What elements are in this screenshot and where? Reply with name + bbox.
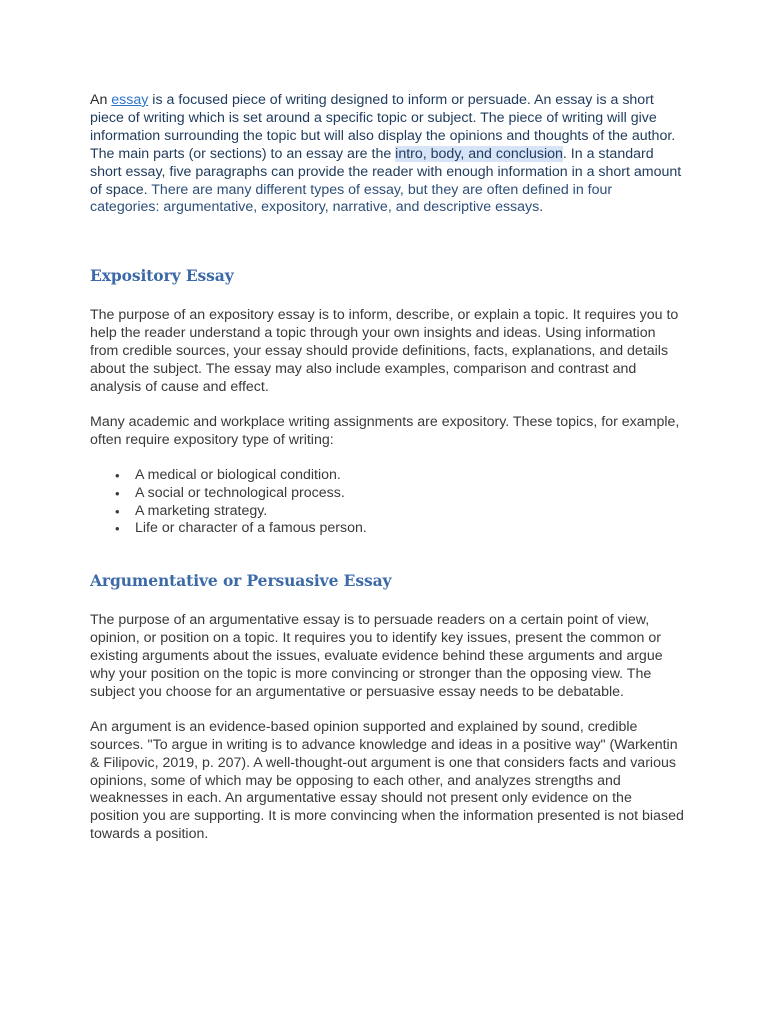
intro-lead: An	[90, 92, 112, 108]
argumentative-paragraph-1: The purpose of an argumentative essay is to persuade readers on a certain point of view, opinion, or position on a topic. It requires you to identify key issues, present the common or existing arguments about the issues, evaluate evidence behind these arguments and argue why your position on the topic is more convincing or stronger than the opposing view. The subject you choose for an argumentative or persuasive essay needs to be debatable.	[90, 612, 663, 700]
list-item-text: Life or character of a famous person.	[135, 520, 367, 537]
intro-paragraph	[90, 92, 684, 217]
bullet-icon: •	[115, 467, 120, 483]
list-item	[115, 503, 684, 521]
intro-tail: There are many different types of essay, but they are often defined in four categories: argumentative, expository, narrative, and descriptive essays	[90, 181, 613, 216]
highlighted-text: intro, body, and conclusion	[395, 145, 563, 162]
argumentative-heading: Argumentative or Persuasive Essay	[90, 571, 392, 591]
bullet-icon: •	[115, 485, 120, 501]
expository-paragraph-2: Many academic and workplace writing assignments are expository. These topics, for example, often require expository type of writing:	[90, 413, 680, 448]
list-item-text: A medical or biological condition.	[135, 466, 341, 483]
bullet-icon: •	[115, 503, 120, 519]
intro-body: is a focused piece of writing designed to inform or persuade. An essay is a short piece of writing which is set around a specific topic or subject. The piece of writing will give information surrounding the topic but will also display the opinions and thoughts of the author. The main parts (or sections) to an essay are the	[90, 92, 676, 162]
intro-end: .	[539, 199, 544, 216]
list-item	[115, 467, 684, 485]
expository-paragraph-1: The purpose of an expository essay is to inform, describe, or explain a topic. It requires you to help the reader understand a topic through your own insights and ideas. Using information from credible sources, your essay should provide definitions, facts, explanations, and details about the subject. The essay may also include examples, comparison and contrast and analysis of cause and effect.	[90, 307, 679, 395]
list-item	[115, 485, 684, 503]
argumentative-paragraph-2: An argument is an evidence-based opinion supported and explained by sound, credible sources. "To argue in writing is to advance knowledge and ideas in a positive way" (Warkentin & Filipovic, 2019, p. 207). A well-thought-out argument is one that considers facts and various opinions, some of which may be opposing to each other, and analyzes strengths and weaknesses in each. An argumentative essay should not present only evidence on the position you are supporting. It is more convincing when the information presented is not biased towards a position.	[90, 718, 684, 843]
list-item-text: A social or technological process.	[135, 484, 345, 501]
list-item	[115, 520, 684, 538]
bullet-icon: •	[115, 521, 120, 537]
expository-topic-list	[90, 467, 684, 539]
expository-heading: Expository Essay	[90, 266, 234, 286]
list-item-text: A marketing strategy.	[135, 502, 268, 519]
essay-link[interactable]: essay	[111, 92, 149, 108]
intro-continuation: . In a standard short essay, five paragraphs can provide the reader with enough information in a short amount of space.	[90, 145, 682, 198]
